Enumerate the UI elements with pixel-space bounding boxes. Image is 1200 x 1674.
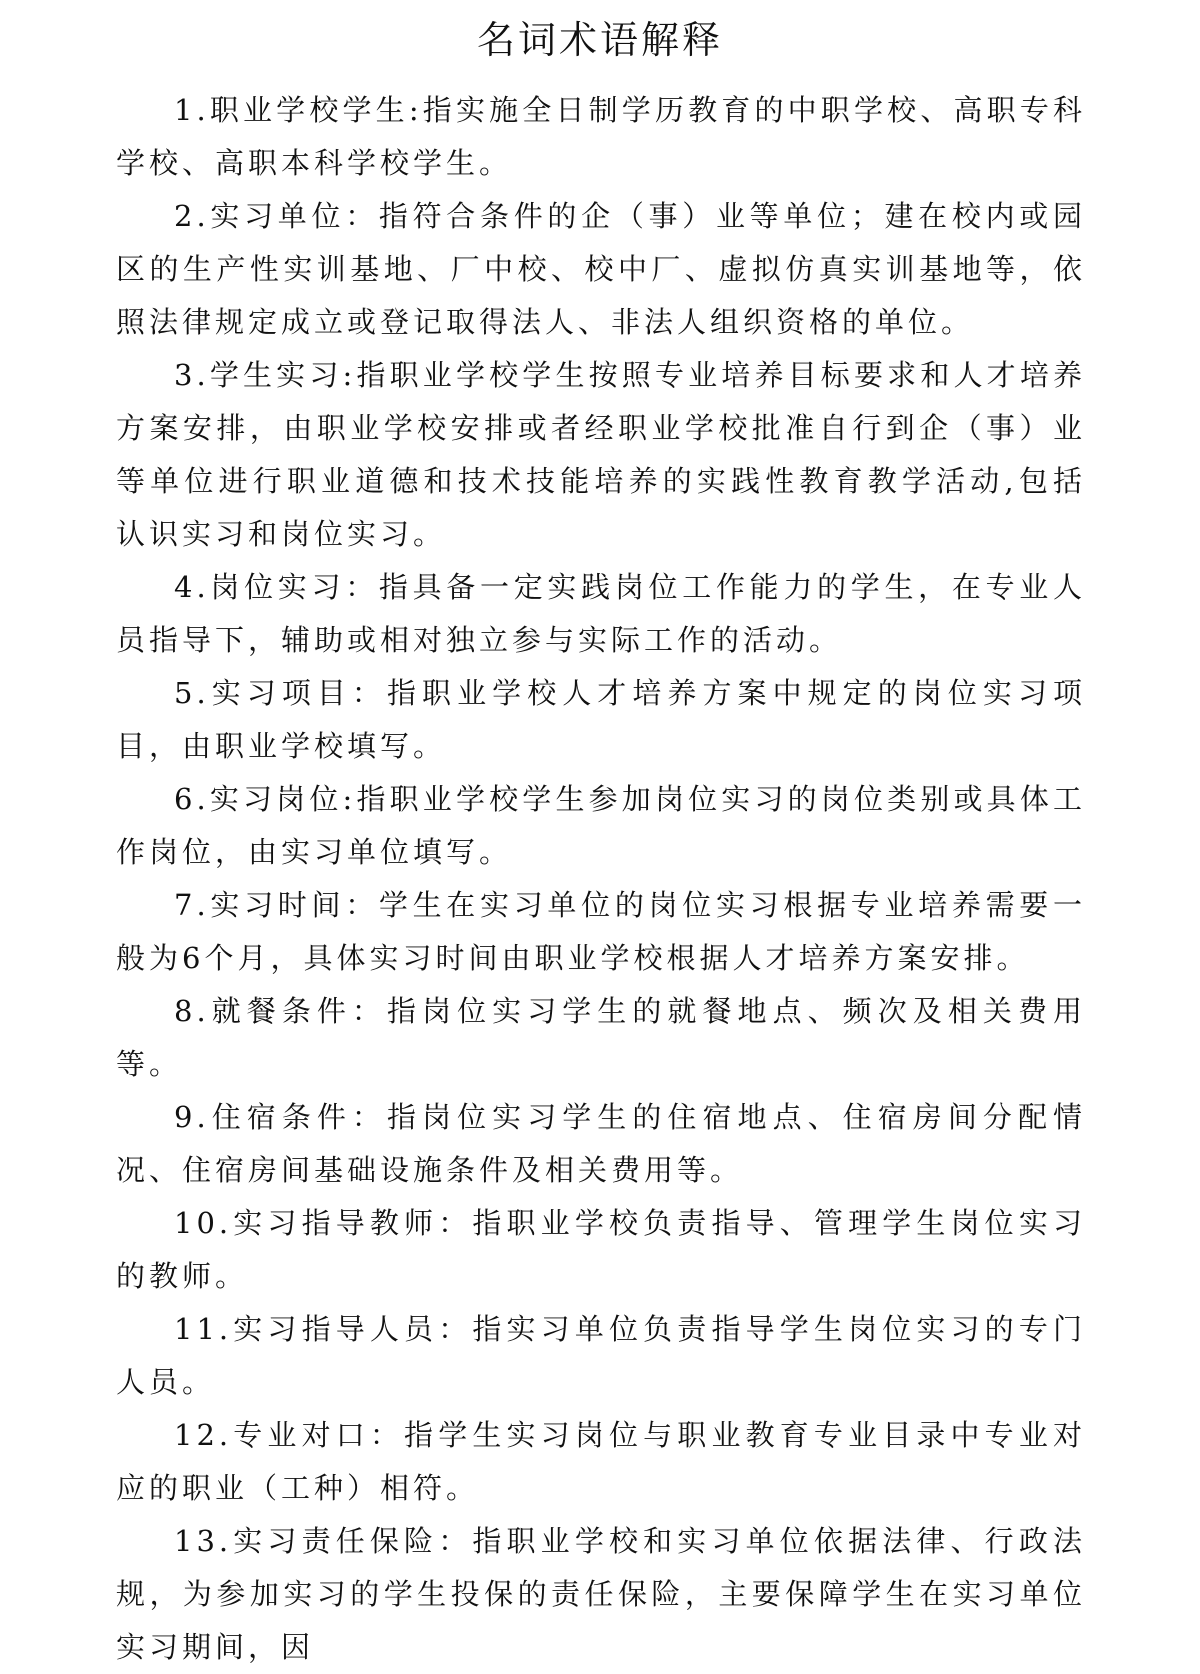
term-paragraph-13: 13.实习责任保险：指职业学校和实习单位依据法律、行政法规，为参加实习的学生投保的责任保险，主要保障学生在实习单位实习期间，因: [116, 1524, 1086, 1664]
document-body: [116, 84, 1086, 1674]
term-paragraph-1: 1.职业学校学生:指实施全日制学历教育的中职学校、高职专科学校、高职本科学校学生。: [116, 93, 1086, 180]
term-paragraph-3: 3.学生实习:指职业学校学生按照专业培养目标要求和人才培养方案安排，由职业学校安排或者经职业学校批准自行到企（事）业等单位进行职业道德和技术技能培养的实践性教育教学活动,包括认识实习和岗位实习。: [116, 358, 1086, 551]
term-paragraph-6: 6.实习岗位:指职业学校学生参加岗位实习的岗位类别或具体工作岗位，由实习单位填写。: [116, 782, 1086, 869]
document-title: 名词术语解释: [476, 18, 723, 62]
term-paragraph-9: 9.住宿条件：指岗位实习学生的住宿地点、住宿房间分配情况、住宿房间基础设施条件及相关费用等。: [116, 1100, 1086, 1187]
term-paragraph-7: 7.实习时间：学生在实习单位的岗位实习根据专业培养需要一般为6个月，具体实习时间由职业学校根据人才培养方案安排。: [116, 888, 1086, 975]
term-paragraph-11: 11.实习指导人员：指实习单位负责指导学生岗位实习的专门人员。: [116, 1312, 1086, 1399]
term-paragraph-8: 8.就餐条件：指岗位实习学生的就餐地点、频次及相关费用等。: [116, 994, 1086, 1081]
term-paragraph-5: 5.实习项目：指职业学校人才培养方案中规定的岗位实习项目，由职业学校填写。: [116, 676, 1086, 763]
term-paragraph-2: 2.实习单位：指符合条件的企（事）业等单位；建在校内或园区的生产性实训基地、厂中校、校中厂、虚拟仿真实训基地等，依照法律规定成立或登记取得法人、非法人组织资格的单位。: [116, 199, 1086, 339]
term-paragraph-10: 10.实习指导教师：指职业学校负责指导、管理学生岗位实习的教师。: [116, 1206, 1086, 1293]
term-paragraph-12: 12.专业对口：指学生实习岗位与职业教育专业目录中专业对应的职业（工种）相符。: [116, 1418, 1086, 1505]
term-paragraph-4: 4.岗位实习：指具备一定实践岗位工作能力的学生，在专业人员指导下，辅助或相对独立参与实际工作的活动。: [116, 570, 1086, 657]
